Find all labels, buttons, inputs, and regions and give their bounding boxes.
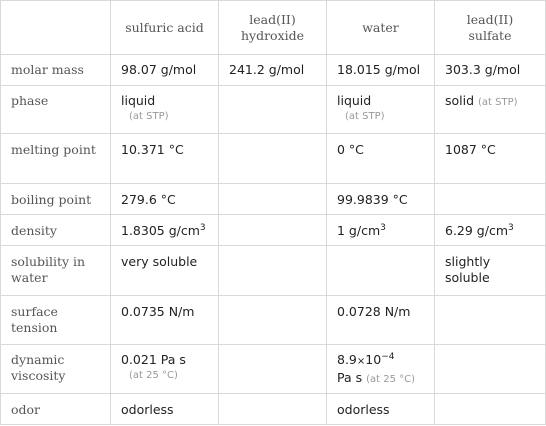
- cell: [111, 86, 219, 134]
- cell: 0 °C: [327, 134, 435, 184]
- cell-empty: [435, 394, 546, 425]
- row-label: surface tension: [1, 296, 111, 345]
- cell: 18.015 g/mol: [327, 55, 435, 86]
- cell: 10.371 °C: [111, 134, 219, 184]
- cell: [327, 215, 435, 246]
- cell-empty: [435, 184, 546, 215]
- column-header-water: water: [327, 1, 435, 55]
- row-label: density: [1, 215, 111, 246]
- sci-mantissa: 8.9: [337, 352, 357, 367]
- table-row-solubility: [1, 246, 546, 296]
- cell: 241.2 g/mol: [219, 55, 327, 86]
- cell-value: liquid: [337, 93, 372, 108]
- table-row-dynamic-viscosity: [1, 345, 546, 394]
- cell: odorless: [327, 394, 435, 425]
- cell-empty: [219, 184, 327, 215]
- column-header-sulfuric-acid: sulfuric acid: [111, 1, 219, 55]
- cell: slightly soluble: [435, 246, 546, 296]
- table-row-boiling-point: [1, 184, 546, 215]
- cell-value: [337, 352, 424, 370]
- cell: [435, 215, 546, 246]
- row-label: molar mass: [1, 55, 111, 86]
- table-row-density: [1, 215, 546, 246]
- cell: [327, 345, 435, 394]
- unit-exponent: 3: [199, 222, 206, 233]
- cell-empty: [219, 345, 327, 394]
- cell-empty: [219, 246, 327, 296]
- column-header-lead-hydroxide: lead(II) hydroxide: [219, 1, 327, 55]
- cell-empty: [327, 246, 435, 296]
- cell: [327, 86, 435, 134]
- cell-value: 1.8305 g/cm: [121, 223, 200, 238]
- row-label: melting point: [1, 134, 111, 184]
- cell-note: (at STP): [345, 111, 385, 122]
- table-row-phase: [1, 86, 546, 134]
- unit-exponent: 3: [380, 222, 386, 233]
- row-label: odor: [1, 394, 111, 425]
- cell: 99.9839 °C: [327, 184, 435, 215]
- cell-note: (at STP): [129, 111, 169, 122]
- table-row-odor: [1, 394, 546, 425]
- table-row-melting-point: [1, 134, 546, 184]
- row-label: phase: [1, 86, 111, 134]
- sci-times: ×: [356, 356, 366, 367]
- cell-empty: [435, 345, 546, 394]
- cell-empty: [219, 86, 327, 134]
- cell-unit-line: [337, 370, 424, 388]
- cell-note: (at STP): [478, 97, 518, 108]
- cell-value: 0.021 Pa s: [121, 352, 186, 367]
- sci-base: 10: [365, 352, 382, 367]
- cell: very soluble: [111, 246, 219, 296]
- unit-exponent: 3: [508, 222, 514, 233]
- cell-empty: [219, 215, 327, 246]
- cell-note: (at 25 °C): [129, 370, 178, 381]
- cell: 98.07 g/mol: [111, 55, 219, 86]
- cell-value: solid: [445, 93, 475, 108]
- corner-cell: [1, 1, 111, 55]
- row-label: dynamic viscosity: [1, 345, 111, 394]
- cell: 0.0728 N/m: [327, 296, 435, 345]
- cell-empty: [219, 134, 327, 184]
- row-label: solubility in water: [1, 246, 111, 296]
- row-label: boiling point: [1, 184, 111, 215]
- cell-empty: [435, 296, 546, 345]
- cell-value: liquid: [121, 93, 156, 108]
- cell: 0.0735 N/m: [111, 296, 219, 345]
- cell: odorless: [111, 394, 219, 425]
- table-row-molar-mass: [1, 55, 546, 86]
- column-header-lead-sulfate: lead(II) sulfate: [435, 1, 546, 55]
- cell: [111, 215, 219, 246]
- header-row: [1, 1, 546, 55]
- cell: 279.6 °C: [111, 184, 219, 215]
- cell: 1087 °C: [435, 134, 546, 184]
- cell-unit: Pa s: [337, 370, 363, 385]
- sci-exponent: −4: [381, 351, 395, 362]
- cell-value: 6.29 g/cm: [445, 223, 509, 238]
- table-row-surface-tension: [1, 296, 546, 345]
- cell: [435, 86, 546, 134]
- cell: [111, 345, 219, 394]
- cell-empty: [219, 296, 327, 345]
- cell-value: 1 g/cm: [337, 223, 381, 238]
- cell-note: (at 25 °C): [366, 374, 416, 385]
- cell: 303.3 g/mol: [435, 55, 546, 86]
- cell-empty: [219, 394, 327, 425]
